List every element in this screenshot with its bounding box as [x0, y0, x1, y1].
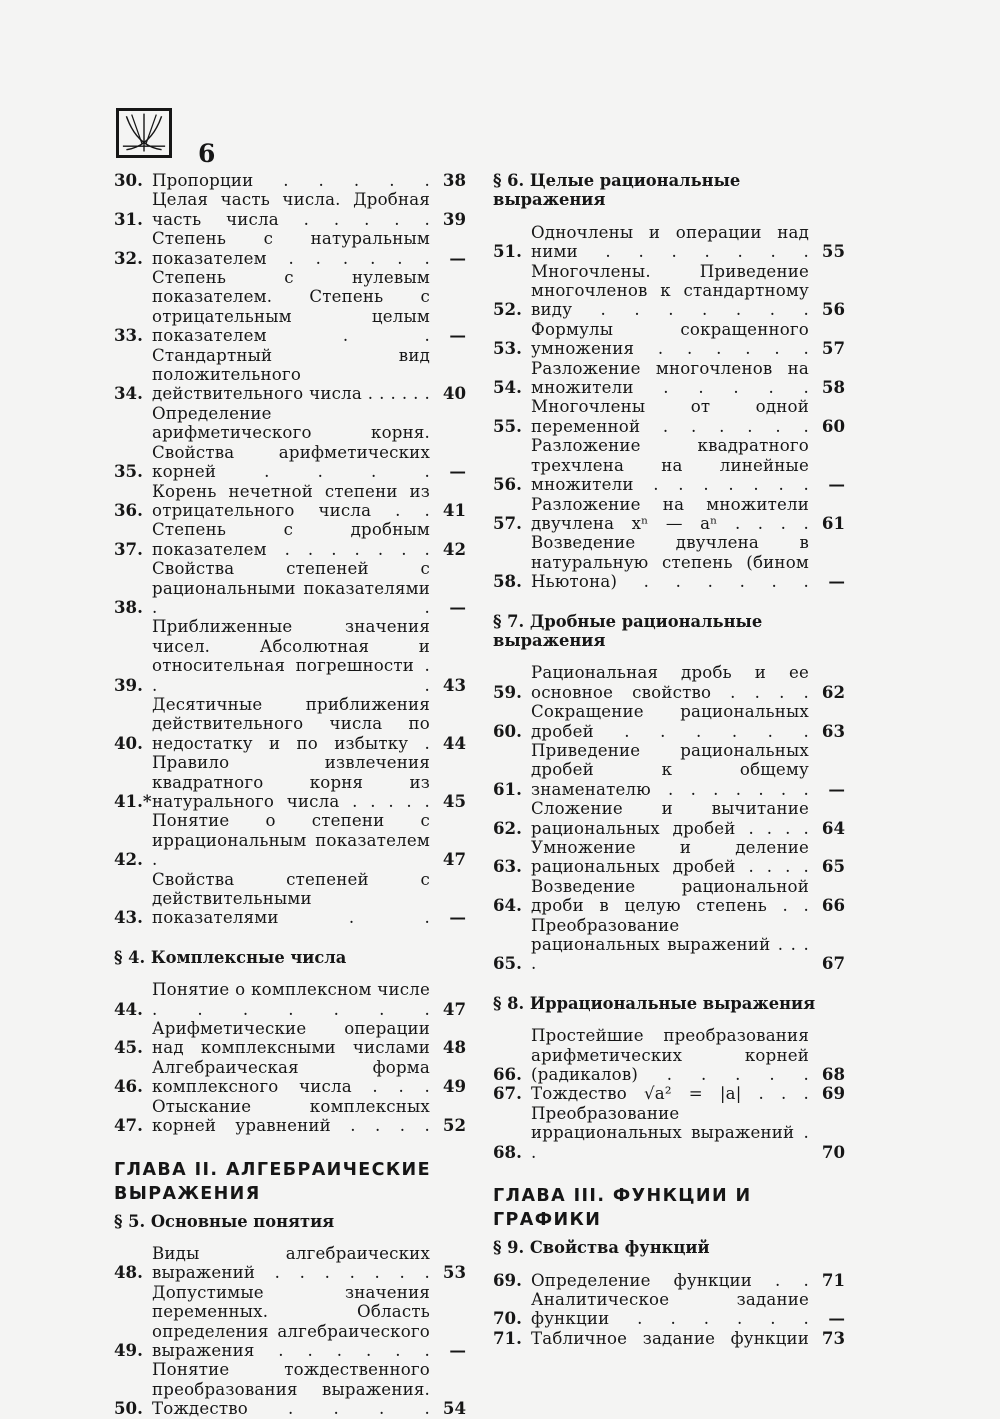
toc-right-column: [493, 171, 845, 1348]
toc-entry[interactable]: [493, 741, 845, 799]
entry-title: Понятие о комплексном числе . . . . . . .: [152, 980, 430, 1019]
entry-title: Аналитическое задание функции . . . . . .: [531, 1289, 809, 1329]
entry-page: —: [449, 461, 466, 482]
entry-number: 33.: [114, 325, 143, 346]
entry-title: Одночлены и операции над ними . . . . . . .: [531, 222, 809, 262]
toc-entry[interactable]: [114, 520, 466, 559]
entry-page: —: [449, 907, 466, 928]
entry-title: Понятие тождественного преобразования выражения. Тождество . . . .: [152, 1360, 430, 1419]
entry-title: Пропорции . . . . .: [152, 171, 430, 190]
entry-page: 73: [821, 1327, 845, 1348]
section-heading: § 5. Основные понятия: [114, 1211, 335, 1231]
entry-number: 30.: [114, 170, 143, 190]
toc-entry[interactable]: [493, 702, 845, 741]
entry-title: Свойства степеней с действительными показателями . .: [152, 869, 430, 928]
entry-page: 40: [442, 383, 466, 404]
entry-title: Разложение на множители двучлена xⁿ — aⁿ . . . .: [531, 494, 809, 533]
entry-page: 39: [442, 208, 466, 229]
entry-page: 44: [442, 732, 466, 753]
entry-number: 32.: [114, 247, 143, 268]
entry-page: —: [828, 778, 845, 799]
entry-title: Разложение многочленов на множители . . . . .: [531, 358, 809, 398]
entry-title: Многочлены от одной переменной . . . . . .: [531, 397, 809, 436]
entry-title: Табличное задание функции: [531, 1328, 809, 1348]
entry-page: 38: [442, 170, 466, 190]
entry-page: —: [449, 596, 466, 617]
entry-page: 47: [442, 998, 466, 1019]
toc-entry[interactable]: [493, 533, 845, 591]
entry-page: 42: [442, 538, 466, 559]
entry-number: 67.: [493, 1083, 522, 1104]
entry-page: —: [449, 1339, 466, 1360]
toc-entry[interactable]: [114, 1058, 466, 1097]
entry-page: 68: [821, 1064, 845, 1085]
entry-title: Допустимые значения переменных. Область определения алгебраического выражения . . . . . .: [152, 1282, 430, 1360]
entry-page: 43: [442, 674, 466, 695]
entry-page: 65: [821, 856, 845, 877]
entry-title: Разложение квадратного трехчлена на линейные множители . . . . . . .: [531, 436, 809, 495]
entry-page: 57: [821, 338, 845, 359]
entry-number: 38.: [114, 596, 143, 617]
toc-entry[interactable]: [493, 916, 845, 974]
entry-title: Умножение и деление рациональных дробей . . . .: [531, 838, 809, 877]
toc-entry[interactable]: [493, 436, 845, 494]
toc-entry[interactable]: [114, 1283, 466, 1361]
entry-title: Десятичные приближения действительного числа по недостатку и по избытку .: [152, 694, 430, 753]
toc-entry[interactable]: [114, 1019, 466, 1058]
toc-entry[interactable]: [114, 346, 466, 404]
entry-page: 60: [821, 415, 845, 436]
entry-page: 69: [821, 1083, 845, 1104]
entry-title: Многочлены. Приведение многочленов к стандартному виду . . . . . . .: [531, 261, 809, 320]
chapter-heading: ГЛАВА III. ФУНКЦИИ И ГРАФИКИ: [493, 1186, 752, 1231]
entry-page: 41: [442, 499, 466, 520]
entry-number: 59.: [493, 681, 522, 702]
entry-title: Возведение двучлена в натуральную степень (бином Ньютона) . . . . . .: [531, 533, 809, 592]
entry-title: Приближенные значения чисел. Абсолютная и относительная погрешности . . .: [152, 617, 430, 695]
entry-title: Арифметические операции над комплексными числами: [152, 1019, 430, 1058]
entry-number: 34.: [114, 383, 143, 404]
toc-entry[interactable]: [114, 617, 466, 695]
entry-title: Степень с нулевым показателем. Степень с отрицательным целым показателем . .: [152, 268, 430, 346]
toc-entry[interactable]: [493, 495, 845, 534]
chapter-heading: ГЛАВА II. АЛГЕБРАИЧЕСКИЕ ВЫРАЖЕНИЯ: [114, 1159, 431, 1204]
entry-page: —: [828, 474, 845, 495]
entry-number: 53.: [493, 338, 522, 359]
entry-page: 58: [821, 377, 845, 398]
entry-number: 31.: [114, 208, 143, 229]
entry-page: 66: [821, 895, 845, 916]
entry-number: 60.: [493, 720, 522, 741]
entry-title: Сложение и вычитание рациональных дробей . . . .: [531, 799, 809, 838]
entry-title: Целая часть числа. Дробная часть числа . . . . .: [152, 190, 430, 229]
section-heading: § 4. Комплексные числа: [114, 947, 347, 967]
entry-number: 69.: [493, 1269, 522, 1290]
entry-number: 49.: [114, 1339, 143, 1360]
entry-title: Преобразование рациональных выражений . . . .: [531, 915, 809, 974]
toc-entry[interactable]: [493, 1084, 845, 1103]
toc-entry[interactable]: [114, 190, 466, 229]
entry-page: 52: [442, 1115, 466, 1136]
entry-number: 65.: [493, 953, 522, 974]
toc-entry[interactable]: [114, 559, 466, 617]
toc-entry[interactable]: [114, 268, 466, 346]
entry-number: 52.: [493, 299, 522, 320]
section-heading: § 6. Целые рациональные выражения: [493, 171, 741, 210]
entry-page: 49: [442, 1076, 466, 1097]
entry-title: Формулы сокращенного умножения . . . . . .: [531, 319, 809, 359]
entry-number: 35.: [114, 461, 143, 482]
entry-page: —: [828, 1308, 845, 1329]
entry-title: Определение функции . .: [531, 1270, 809, 1290]
toc-entry[interactable]: [114, 1244, 466, 1283]
entry-title: Рациональная дробь и ее основное свойство . . . .: [531, 663, 809, 702]
entry-page: 45: [442, 791, 466, 811]
entry-number: 58.: [493, 571, 522, 592]
section-heading: § 8. Иррациональные выражения: [493, 993, 816, 1013]
entry-title: Определение арифметического корня. Свойства арифметических корней . . . .: [152, 403, 430, 482]
toc-entry[interactable]: [114, 171, 466, 190]
toc-entry[interactable]: [493, 663, 845, 702]
entry-title: Тождество √a² = |a| . . .: [531, 1084, 809, 1104]
entry-number: 46.: [114, 1076, 143, 1097]
entry-number: 56.: [493, 474, 522, 495]
entry-number: 47.: [114, 1115, 143, 1136]
toc-entry[interactable]: [114, 482, 466, 521]
toc-entry[interactable]: [493, 1026, 845, 1084]
entry-page: 70: [821, 1141, 845, 1162]
toc-entry[interactable]: [493, 1329, 845, 1348]
entry-title: Степень с дробным показателем . . . . . . .: [152, 520, 430, 559]
toc-entry[interactable]: [114, 404, 466, 482]
entry-number: 54.: [493, 377, 522, 398]
graph-curves-icon: [116, 108, 172, 158]
toc-entry[interactable]: [493, 262, 845, 320]
entry-page: 67: [821, 953, 845, 974]
entry-title: Виды алгебраических выражений . . . . . . .: [152, 1243, 430, 1283]
entry-page: 55: [821, 241, 845, 262]
entry-number: 43.: [114, 907, 143, 928]
toc-entry[interactable]: [114, 695, 466, 753]
entry-page: 61: [821, 512, 845, 533]
toc-entry[interactable]: [493, 799, 845, 838]
toc-entry[interactable]: [493, 1290, 845, 1329]
entry-number: 44.: [114, 998, 143, 1019]
entry-title: Корень нечетной степени из отрицательного числа . .: [152, 481, 430, 520]
page-number: 6: [198, 139, 216, 168]
entry-number: 62.: [493, 817, 522, 838]
entry-number: 42.: [114, 849, 143, 870]
toc-entry[interactable]: [114, 870, 466, 928]
section-heading: § 9. Свойства функций: [493, 1238, 710, 1258]
entry-number: 70.: [493, 1308, 522, 1329]
entry-page: 53: [442, 1262, 466, 1283]
entry-page: 64: [821, 817, 845, 838]
entry-page: —: [449, 325, 466, 346]
entry-number: 36.: [114, 499, 143, 520]
entry-page: —: [449, 247, 466, 268]
entry-number: 41.*: [114, 791, 152, 811]
entry-number: 37.: [114, 538, 143, 559]
entry-page: —: [828, 571, 845, 592]
toc-entry[interactable]: [493, 1271, 845, 1290]
entry-page: 54: [442, 1398, 466, 1419]
entry-number: 55.: [493, 415, 522, 436]
entry-title: Возведение рациональной дроби в целую степень . .: [531, 876, 809, 916]
toc-entry[interactable]: [493, 359, 845, 398]
entry-page: 62: [821, 681, 845, 702]
entry-number: 39.: [114, 674, 143, 695]
toc-entry[interactable]: [114, 980, 466, 1019]
entry-number: 45.: [114, 1037, 143, 1058]
entry-number: 61.: [493, 778, 522, 799]
toc-entry[interactable]: [493, 838, 845, 877]
entry-number: 68.: [493, 1141, 522, 1162]
entry-number: 51.: [493, 241, 522, 262]
entry-title: Приведение рациональных дробей к общему знаменателю . . . . . . .: [531, 740, 809, 799]
toc-entry[interactable]: [114, 229, 466, 268]
entry-title: Понятие о степени с иррациональным показателем .: [152, 811, 430, 870]
entry-number: 57.: [493, 512, 522, 533]
entry-number: 40.: [114, 732, 143, 753]
entry-number: 71.: [493, 1327, 522, 1348]
toc-entry[interactable]: [114, 811, 466, 869]
entry-title: Степень с натуральным показателем . . . . . .: [152, 229, 430, 268]
entry-title: Отыскание комплексных корней уравнений . . . .: [152, 1096, 430, 1136]
entry-title: Правило извлечения квадратного корня из натурального числа . . . . .: [152, 753, 430, 811]
toc-entry[interactable]: [493, 397, 845, 436]
entry-number: 64.: [493, 895, 522, 916]
entry-number: 63.: [493, 856, 522, 877]
toc-entry[interactable]: [114, 1097, 466, 1136]
entry-title: Алгебраическая форма комплексного числа . . .: [152, 1057, 430, 1097]
entry-title: Стандартный вид положительного действительного числа . . . . . .: [152, 345, 430, 404]
toc-entry[interactable]: [114, 753, 466, 811]
toc-entry[interactable]: [114, 1360, 466, 1418]
entry-number: 66.: [493, 1064, 522, 1085]
entry-page: 56: [821, 299, 845, 320]
entry-title: Простейшие преобразования арифметических корней (радикалов) . . . . .: [531, 1026, 809, 1085]
entry-page: 48: [442, 1037, 466, 1058]
toc-entry[interactable]: [493, 223, 845, 262]
toc-entry[interactable]: [493, 1104, 845, 1162]
toc-entry[interactable]: [493, 877, 845, 916]
entry-number: 50.: [114, 1398, 143, 1419]
entry-title: Сокращение рациональных дробей . . . . . .: [531, 702, 809, 741]
entry-title: Свойства степеней с рациональными показателями . .: [152, 559, 430, 617]
entry-page: 71: [821, 1269, 845, 1290]
entry-page: 63: [821, 720, 845, 741]
entry-title: Преобразование иррациональных выражений . .: [531, 1103, 809, 1162]
toc-entry[interactable]: [493, 320, 845, 359]
section-heading: § 7. Дробные рациональные выражения: [493, 611, 763, 650]
toc-left-column: [114, 171, 466, 1419]
entry-number: 48.: [114, 1262, 143, 1283]
entry-page: 47: [442, 849, 466, 870]
